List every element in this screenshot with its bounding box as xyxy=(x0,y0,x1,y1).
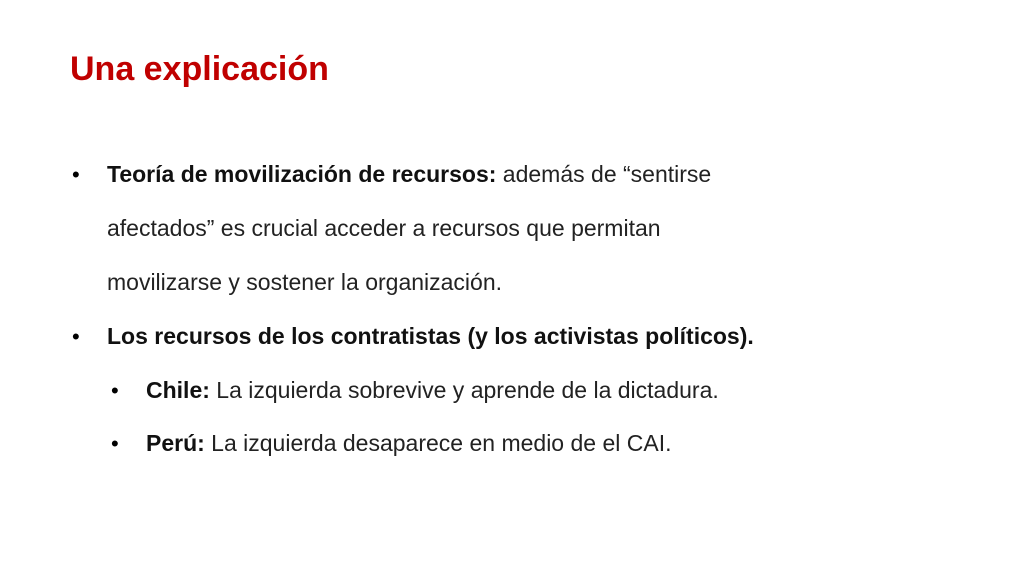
bullet-line xyxy=(107,160,711,188)
bullet-marker: • xyxy=(72,324,80,349)
bullet-continuation-line: movilizarse y sostener la organización. xyxy=(107,269,503,295)
bullet-label: Los recursos de los contratistas (y los activistas políticos). xyxy=(107,323,754,349)
bullet-text: además de “sentirse xyxy=(496,161,712,187)
subbullet-line xyxy=(146,429,671,457)
subbullet-label: Perú: xyxy=(146,430,205,456)
subbullet-marker: • xyxy=(111,431,119,456)
bullet-line xyxy=(107,322,754,350)
subbullet-line xyxy=(146,376,719,404)
slide-title: Una explicación xyxy=(70,50,329,88)
subbullet-marker: • xyxy=(111,378,119,403)
bullet-continuation-line: afectados” es crucial acceder a recursos que permitan xyxy=(107,215,661,241)
subbullet-text: La izquierda desaparece en medio de el CAI. xyxy=(204,430,672,456)
bullet-marker: • xyxy=(72,162,80,187)
subbullet-label: Chile: xyxy=(146,377,210,403)
subbullet-text: La izquierda sobrevive y aprende de la dictadura. xyxy=(209,377,719,403)
bullet-label: Teoría de movilización de recursos: xyxy=(107,161,497,187)
